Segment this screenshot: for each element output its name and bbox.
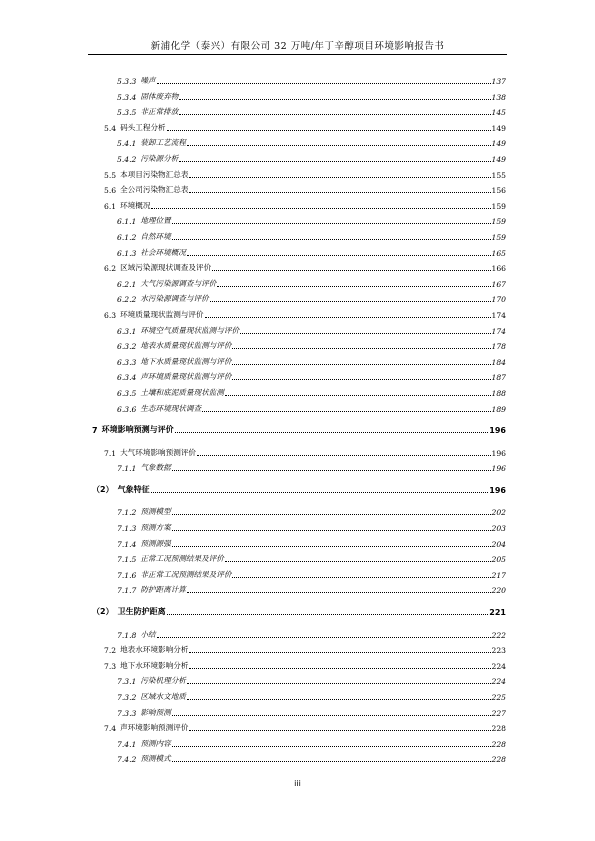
dot-leader xyxy=(225,395,491,396)
dot-leader xyxy=(167,130,491,131)
toc-entry-number: 7.1.8 xyxy=(117,630,137,640)
toc-entry-number: 7.3.3 xyxy=(117,708,137,718)
toc-entry-title: 预测模型 xyxy=(140,507,171,517)
toc-entry[interactable] xyxy=(117,690,506,702)
toc-entry-title: 自然环境 xyxy=(140,232,171,241)
toc-entry[interactable] xyxy=(117,214,506,226)
toc-entry-page: 228 xyxy=(491,724,506,734)
toc-entry[interactable] xyxy=(117,230,506,242)
toc-entry-number: 5.3.4 xyxy=(117,92,137,102)
toc-entry-title: 固体废弃物 xyxy=(140,91,179,101)
toc-entry-number: 5.5 xyxy=(104,170,117,180)
dot-leader xyxy=(187,699,491,700)
toc-entry-number: 6.3 xyxy=(104,311,117,320)
dot-leader xyxy=(172,470,491,471)
toc-entry[interactable] xyxy=(117,568,506,580)
toc-entry-number: 5.4 xyxy=(104,123,117,133)
toc-entry-number: 7.3 xyxy=(104,661,117,671)
toc-entry[interactable] xyxy=(117,402,506,414)
toc-entry-title: 码头工程分析 xyxy=(120,122,166,132)
toc-entry-page: 184 xyxy=(491,357,506,367)
toc-entry[interactable] xyxy=(117,355,506,367)
dot-leader xyxy=(187,683,491,684)
dot-leader xyxy=(205,317,491,318)
toc-entry-page: 156 xyxy=(491,186,506,196)
dot-leader xyxy=(232,364,490,365)
toc-entry-page: 228 xyxy=(491,755,506,765)
toc-entry-page: 137 xyxy=(491,77,506,86)
dot-leader xyxy=(197,455,490,456)
toc-entry-title: 污染源分析 xyxy=(140,154,179,163)
toc-entry-title: 本项目污染物汇总表 xyxy=(120,169,189,179)
dot-leader xyxy=(179,161,490,162)
toc-entry-title: 地下水质量现状监测与评价 xyxy=(140,356,232,366)
toc-entry-number: 6.3.3 xyxy=(117,357,137,367)
document-header: 新浦化学（泰兴）有限公司 32 万吨/年丁辛醇项目环境影响报告书 xyxy=(150,41,445,52)
toc-entry-number: 6.3.1 xyxy=(117,326,137,336)
toc-entry[interactable] xyxy=(117,737,506,749)
toc-entry-page: 159 xyxy=(491,217,506,227)
toc-entry[interactable] xyxy=(117,583,506,595)
toc-entry-page: 220 xyxy=(491,586,506,596)
toc-entry-title: 声环境影响预测评价 xyxy=(120,723,189,733)
toc-entry[interactable] xyxy=(117,74,506,86)
toc-entry-number: 6.2.2 xyxy=(117,295,137,305)
toc-entry-page: 221 xyxy=(489,608,506,617)
toc-entry-number: 7.1.3 xyxy=(117,524,137,533)
toc-entry-page: 224 xyxy=(491,677,506,687)
toc-entry[interactable] xyxy=(104,721,506,733)
dot-leader xyxy=(179,99,490,100)
toc-entry-title: 地理位置 xyxy=(140,216,171,226)
toc-entry-number: （2） xyxy=(92,484,114,494)
toc-entry-title: 区域污染源现状调查及评价 xyxy=(120,263,212,273)
toc-entry-number: 7.1.6 xyxy=(117,570,137,580)
toc-entry-title: 大气污染源调查与评价 xyxy=(140,278,217,288)
toc-entry-page: 188 xyxy=(491,389,506,398)
dot-leader xyxy=(210,301,491,302)
toc-entry-title: 噪声 xyxy=(140,76,156,85)
toc-entry-title: 环境影响预测与评价 xyxy=(101,425,174,435)
toc-entry-number: 7.1.5 xyxy=(117,555,137,565)
toc-entry-page: 155 xyxy=(491,170,506,180)
toc-entry[interactable] xyxy=(104,183,506,195)
dot-leader xyxy=(232,379,490,380)
toc-entry-number: 6.1.3 xyxy=(117,248,137,258)
toc-entry-title: 地下水环境影响分析 xyxy=(120,660,189,670)
toc-entry[interactable] xyxy=(117,521,506,533)
dot-leader xyxy=(172,239,491,240)
dot-leader xyxy=(189,177,490,178)
toc-entry-number: 7.4 xyxy=(104,724,117,734)
toc-entry-page: 217 xyxy=(491,570,506,580)
toc-entry-number: 5.6 xyxy=(104,186,117,196)
dot-leader xyxy=(175,432,489,433)
toc-entry-number: 5.4.1 xyxy=(117,139,137,149)
toc-entry-number: 6.2 xyxy=(104,264,117,274)
toc-entry-page: 205 xyxy=(491,555,506,565)
dot-leader xyxy=(172,530,491,531)
toc-entry[interactable] xyxy=(117,136,506,148)
toc-entry-number: 6.1 xyxy=(104,201,117,211)
toc-entry-page: 224 xyxy=(491,661,506,671)
toc-entry-number: 5.3.5 xyxy=(117,108,137,118)
toc-entry-title: 预测源强 xyxy=(140,538,171,548)
toc-entry-title: 气象特征 xyxy=(117,484,150,494)
toc-entry-title: 气象数据 xyxy=(140,463,171,473)
toc-entry-number: 7.3.2 xyxy=(117,692,137,702)
toc-entry-title: 影响预测 xyxy=(140,707,171,717)
header-rule xyxy=(88,54,507,55)
toc-entry-title: 预测模式 xyxy=(140,754,171,764)
toc-entry-number: 6.3.4 xyxy=(117,373,137,383)
dot-leader xyxy=(240,333,490,334)
dot-leader xyxy=(189,668,490,669)
toc-entry-number: 6.3.5 xyxy=(117,389,137,398)
toc-entry-page: 202 xyxy=(491,508,506,518)
toc-entry[interactable] xyxy=(104,121,506,133)
toc-entry-page: 170 xyxy=(491,295,506,305)
toc-entry-title: 环境概况 xyxy=(120,200,151,210)
toc-entry-number: 7.2 xyxy=(104,646,117,656)
toc-entry[interactable] xyxy=(117,752,506,764)
toc-entry-number: 7.1.2 xyxy=(117,508,137,518)
toc-entry-page: 222 xyxy=(491,630,506,640)
toc-entry[interactable] xyxy=(117,537,506,549)
toc-entry-number: 7.3.1 xyxy=(117,677,137,687)
toc-entry-page: 149 xyxy=(491,139,506,149)
toc-entry-page: 166 xyxy=(491,264,506,274)
toc-entry-number: 7.4.2 xyxy=(117,755,137,765)
toc-entry[interactable] xyxy=(117,628,506,640)
toc-entry-number: 7 xyxy=(92,426,98,436)
toc-entry[interactable] xyxy=(104,168,506,180)
toc-entry-number: （2） xyxy=(92,607,114,616)
toc-entry-title: 水污染源调查与评价 xyxy=(140,294,209,304)
toc-entry-title: 社会环境概况 xyxy=(140,247,186,257)
dot-leader xyxy=(187,255,491,256)
toc-entry[interactable] xyxy=(117,277,506,289)
toc-entry-number: 7.4.1 xyxy=(117,739,137,749)
dot-leader xyxy=(172,223,491,224)
toc-entry[interactable] xyxy=(117,706,506,718)
dot-leader xyxy=(157,83,491,84)
toc-entry-page: 159 xyxy=(491,201,506,211)
dot-leader xyxy=(172,514,491,515)
toc-entry[interactable] xyxy=(117,339,506,351)
dot-leader xyxy=(172,761,491,762)
dot-leader xyxy=(225,561,491,562)
dot-leader xyxy=(232,577,490,578)
toc-entry-page: 174 xyxy=(491,326,506,336)
toc-entry[interactable] xyxy=(104,446,506,458)
toc-entry[interactable] xyxy=(104,308,506,320)
toc-entry-page: 203 xyxy=(491,524,506,533)
dot-leader xyxy=(212,270,490,271)
toc-entry-number: 7.1.4 xyxy=(117,539,137,549)
toc-entry-page: 159 xyxy=(491,233,506,242)
toc-entry[interactable] xyxy=(117,461,506,473)
toc-entry-title: 污染机理分析 xyxy=(140,676,186,686)
toc-entry[interactable] xyxy=(92,483,506,495)
toc-entry-number: 7.1 xyxy=(104,448,117,458)
toc-entry-number: 6.3.2 xyxy=(117,342,137,352)
dot-leader xyxy=(202,411,490,412)
toc-entry-title: 地表水质量现状监测与评价 xyxy=(140,341,232,351)
dot-leader xyxy=(189,192,490,193)
dot-leader xyxy=(157,637,491,638)
toc-entry[interactable] xyxy=(117,552,506,564)
toc-entry[interactable] xyxy=(117,105,506,117)
toc-entry-page: 165 xyxy=(491,248,506,258)
toc-entry-page: 228 xyxy=(491,739,506,749)
toc-entry-page: 196 xyxy=(491,464,506,474)
toc-entry-number: 6.1.1 xyxy=(117,217,137,227)
toc-entry[interactable] xyxy=(92,423,506,435)
toc-entry-page: 196 xyxy=(491,448,506,458)
toc-entry[interactable] xyxy=(117,674,506,686)
toc-entry-page: 149 xyxy=(491,123,506,133)
toc-entry-page: 138 xyxy=(491,92,506,102)
toc-entry-page: 187 xyxy=(491,373,506,383)
page-number: iii xyxy=(294,779,301,788)
toc-entry[interactable] xyxy=(117,370,506,382)
toc-entry-title: 小结 xyxy=(140,629,156,639)
toc-entry-page: 196 xyxy=(489,426,506,436)
toc-entry-page: 149 xyxy=(491,155,506,164)
toc-entry[interactable] xyxy=(117,246,506,258)
toc-entry-title: 地表水环境影响分析 xyxy=(120,645,189,655)
toc-entry-page: 145 xyxy=(491,108,506,118)
toc-entry-page: 174 xyxy=(491,311,506,320)
toc-entry-title: 防护距离计算 xyxy=(140,585,186,595)
dot-leader xyxy=(189,652,490,653)
toc-entry-number: 5.3.3 xyxy=(117,77,137,86)
toc-entry-page: 167 xyxy=(491,279,506,289)
toc-entry-page: 204 xyxy=(491,539,506,549)
dot-leader xyxy=(172,715,491,716)
toc-entry-title: 环境质量现状监测与评价 xyxy=(120,310,204,319)
toc-entry-title: 卫生防护距离 xyxy=(117,607,166,616)
toc-entry-title: 生态环境现状调查 xyxy=(140,403,202,413)
toc-entry-number: 7.1.1 xyxy=(117,464,137,474)
toc-entry-title: 全公司污染物汇总表 xyxy=(120,185,189,195)
toc-entry-title: 非正常工况预测结果及评价 xyxy=(140,569,232,579)
toc-entry-number: 6.3.6 xyxy=(117,404,137,414)
toc-entry-title: 预测内容 xyxy=(140,738,171,748)
toc-entry[interactable] xyxy=(104,261,506,273)
toc-entry[interactable] xyxy=(117,324,506,336)
toc-entry-title: 正常工况预测结果及评价 xyxy=(140,554,224,564)
toc-entry-page: 178 xyxy=(491,342,506,352)
dot-leader xyxy=(217,286,490,287)
toc-entry-title: 装卸工艺流程 xyxy=(140,138,186,148)
toc-entry-title: 区域水文地质 xyxy=(140,691,186,701)
dot-leader xyxy=(179,114,490,115)
toc-entry-title: 环境空气质量现状监测与评价 xyxy=(140,325,240,335)
toc-entry[interactable] xyxy=(104,659,506,671)
toc-entry-title: 声环境质量现状监测与评价 xyxy=(140,372,232,382)
toc-entry-number: 6.1.2 xyxy=(117,233,137,242)
dot-leader xyxy=(189,730,490,731)
dot-leader xyxy=(232,348,490,349)
toc-entry[interactable] xyxy=(117,505,506,517)
dot-leader xyxy=(151,492,489,493)
toc-entry-title: 土壤和底泥质量现状监测 xyxy=(140,388,224,397)
toc-entry-page: 189 xyxy=(491,404,506,414)
dot-leader xyxy=(172,546,491,547)
dot-leader xyxy=(151,208,490,209)
toc-entry[interactable] xyxy=(117,292,506,304)
toc-entry-page: 227 xyxy=(491,708,506,718)
toc-entry-number: 5.4.2 xyxy=(117,155,137,164)
toc-entry[interactable] xyxy=(117,152,506,164)
dot-leader xyxy=(172,746,491,747)
toc-entry[interactable] xyxy=(117,386,506,398)
toc-entry[interactable] xyxy=(92,605,506,617)
toc-entry-title: 预测方案 xyxy=(140,523,171,532)
toc-entry[interactable] xyxy=(117,90,506,102)
toc-entry[interactable] xyxy=(104,643,506,655)
toc-entry-title: 大气环境影响预测评价 xyxy=(120,447,197,457)
toc-entry-page: 196 xyxy=(489,485,506,495)
toc-entry-number: 7.1.7 xyxy=(117,586,137,596)
toc-entry[interactable] xyxy=(104,199,506,211)
dot-leader xyxy=(187,145,491,146)
toc-entry-page: 223 xyxy=(491,646,506,656)
dot-leader xyxy=(187,592,491,593)
toc-entry-page: 225 xyxy=(491,692,506,702)
toc-entry-title: 非正常排放 xyxy=(140,107,179,117)
toc-entry-number: 6.2.1 xyxy=(117,279,137,289)
dot-leader xyxy=(167,614,489,615)
